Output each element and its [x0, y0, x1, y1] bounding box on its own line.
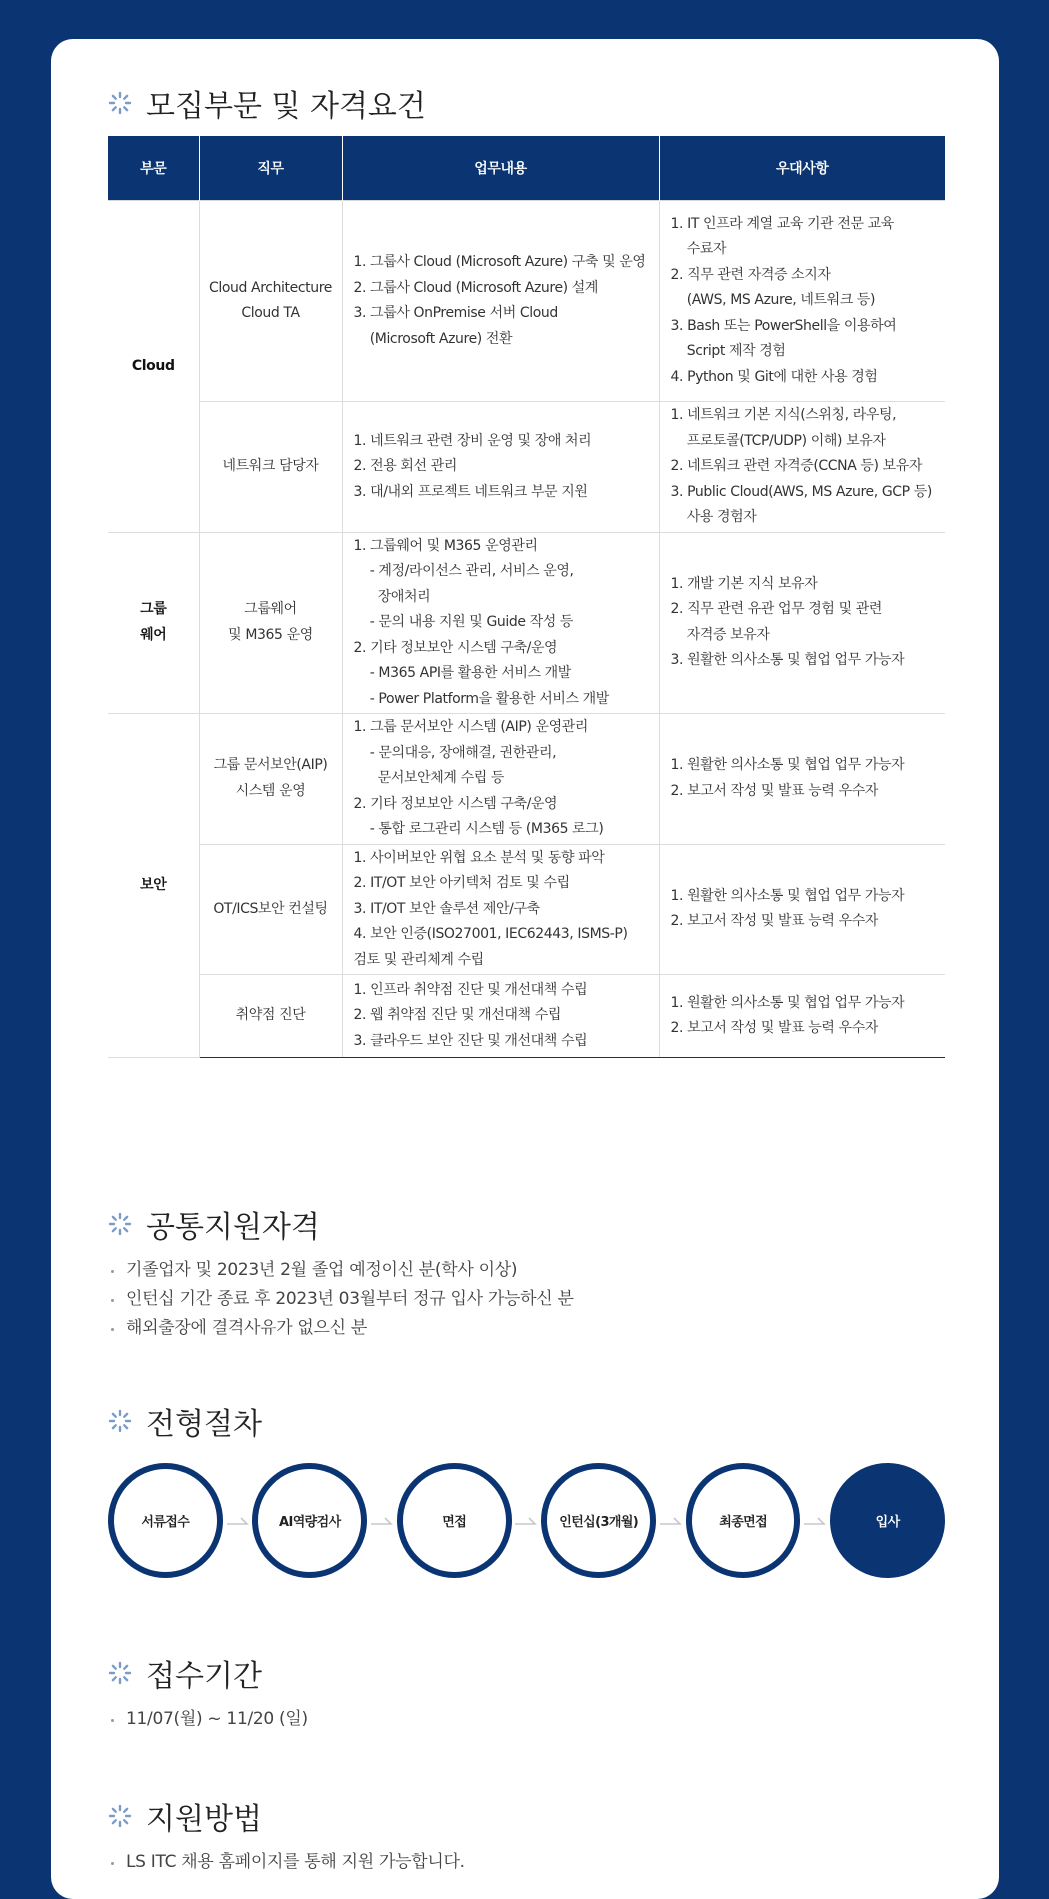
preferred-cell [659, 532, 945, 714]
table-row [108, 975, 945, 1058]
preferred-cell-line: 2. 보고서 작성 및 발표 능력 우수자 [670, 1020, 878, 1036]
duties-cell-line: 1. 그룹 문서보안 시스템 (AIP) 운영관리 [353, 719, 588, 735]
duties-cell-line: - M365 API를 활용한 서비스 개발 [353, 665, 571, 681]
job-cell [199, 402, 342, 533]
table-row [108, 402, 945, 533]
arrow-icon [800, 1515, 830, 1527]
preferred-cell [659, 402, 945, 533]
section-title [108, 83, 945, 123]
division-line: 웨어 [140, 626, 167, 643]
duties-cell-line: 1. 그룹웨어 및 M365 운영관리 [353, 537, 538, 554]
duties-cell-line: 2. 기타 정보보안 시스템 구축/운영 [353, 795, 558, 812]
duties-cell-line: 문서보안체계 수립 등 [353, 770, 505, 786]
job-cell [199, 201, 342, 402]
step-interview: 면접 [397, 1463, 512, 1578]
header-duties: 업무내용 [342, 136, 659, 201]
preferred-cell-line: 3. 원활한 의사소통 및 협업 업무 가능자 [670, 652, 905, 669]
preferred-cell [659, 201, 945, 402]
duties-cell [342, 201, 659, 402]
method-list [108, 1848, 945, 1877]
duties-cell-line: - 문의 내용 지원 및 Guide 작성 등 [353, 614, 574, 630]
duties-cell-line: 2. 전용 회선 관리 [353, 458, 457, 474]
common-requirements-list [108, 1256, 945, 1343]
arrow-icon [656, 1515, 686, 1527]
requirements-section [108, 83, 945, 1058]
preferred-cell [659, 844, 945, 975]
list-item: 11/07(월) ~ 11/20 (일) [108, 1705, 945, 1734]
job-cell-line: 및 M365 운영 [228, 626, 313, 643]
duties-cell [342, 402, 659, 533]
header-preferred: 우대사항 [659, 136, 945, 201]
job-cell-line: 그룹 문서보안(AIP) [213, 757, 328, 774]
table-row [108, 844, 945, 975]
preferred-cell-line: (AWS, MS Azure, 네트워크 등) [670, 292, 876, 309]
section-title [108, 1796, 945, 1836]
duties-cell-line: 1. 인프라 취약점 진단 및 개선대책 수립 [353, 981, 588, 998]
spinner-icon [108, 1212, 132, 1236]
duties-cell-line: 3. IT/OT 보안 솔루션 제안/구축 [353, 900, 540, 917]
requirements-table-body [108, 201, 945, 1058]
preferred-cell-line: 2. 직무 관련 자격증 소지자 [670, 266, 831, 283]
job-cell-line: 시스템 운영 [235, 782, 306, 799]
arrow-icon [367, 1515, 397, 1527]
preferred-cell-line: 1. 원활한 의사소통 및 협업 업무 가능자 [670, 994, 905, 1011]
job-cell [199, 975, 342, 1058]
preferred-cell-line: 1. IT 인프라 계열 교육 기관 전문 교육 [670, 215, 894, 232]
duties-cell-line: 2. 웹 취약점 진단 및 개선대책 수립 [353, 1007, 561, 1024]
arrow-icon [512, 1515, 542, 1527]
preferred-cell-line: 2. 네트워크 관련 자격증(CCNA 등) 보유자 [670, 458, 923, 474]
preferred-cell-line: 2. 보고서 작성 및 발표 능력 우수자 [670, 913, 878, 930]
table-row [108, 201, 945, 402]
list-item: 인턴십 기간 종료 후 2023년 03월부터 정규 입사 가능하신 분 [108, 1285, 945, 1314]
preferred-cell-line: 1. 네트워크 기본 지식(스위칭, 라우팅, [670, 407, 897, 423]
preferred-cell-line: 1. 개발 기본 지식 보유자 [670, 575, 818, 592]
duties-cell-line: 3. 클라우드 보안 진단 및 개선대책 수립 [353, 1032, 588, 1049]
step-ai-test: AI역량검사 [252, 1463, 367, 1578]
duties-cell-line: - 계정/라이선스 관리, 서비스 운영, [353, 563, 574, 579]
header-job: 직무 [199, 136, 342, 201]
duties-cell-line: 2. 그룹사 Cloud (Microsoft Azure) 설계 [353, 279, 599, 296]
spinner-icon [108, 1804, 132, 1828]
table-row [108, 714, 945, 845]
table-row [108, 532, 945, 714]
table-header-row [108, 136, 945, 201]
preferred-cell-line: 1. 원활한 의사소통 및 협업 업무 가능자 [670, 757, 905, 774]
period-list [108, 1705, 945, 1734]
division-cell [108, 201, 199, 533]
duties-cell-line: 검토 및 관리체계 수립 [353, 951, 484, 968]
preferred-cell-line: 자격증 보유자 [670, 626, 770, 643]
preferred-cell-line: 3. Public Cloud(AWS, MS Azure, GCP 등) [670, 483, 932, 500]
duties-cell-line: - Power Platform을 활용한 서비스 개발 [353, 690, 609, 707]
division-line: Cloud [131, 357, 175, 374]
step-final-interview: 최종면접 [686, 1463, 801, 1578]
duties-cell-line: (Microsoft Azure) 전환 [353, 330, 513, 347]
step-document: 서류접수 [108, 1463, 223, 1578]
duties-cell [342, 975, 659, 1058]
duties-cell [342, 532, 659, 714]
arrow-icon [223, 1515, 253, 1527]
common-requirements-section [108, 1204, 945, 1343]
process-section [108, 1401, 945, 1578]
division-line: 보안 [140, 876, 167, 893]
duties-cell-line: 3. 대/내외 프로젝트 네트워크 부문 지원 [353, 483, 588, 500]
division-cell [108, 714, 199, 1058]
requirements-table [108, 136, 945, 1058]
duties-cell-line: 2. IT/OT 보안 아키텍처 검토 및 수립 [353, 875, 570, 891]
duties-cell-line: - 통합 로그관리 시스템 등 (M365 로그) [353, 821, 604, 837]
step-internship: 인턴십(3개월) [541, 1463, 656, 1578]
method-section [108, 1796, 945, 1877]
job-cell-line: Cloud Architecture [209, 279, 332, 296]
list-item: LS ITC 채용 홈페이지를 통해 지원 가능합니다. [108, 1848, 945, 1877]
preferred-cell [659, 714, 945, 845]
preferred-cell-line: 2. 직무 관련 유관 업무 경험 및 관련 [670, 601, 883, 618]
preferred-cell-line: 사용 경험자 [670, 509, 757, 525]
section-title-text: 전형절차 [146, 1407, 262, 1442]
preferred-cell-line: Script 제작 경험 [670, 343, 786, 360]
preferred-cell-line: 프로토콜(TCP/UDP) 이해) 보유자 [670, 432, 886, 449]
section-title [108, 1204, 945, 1244]
preferred-cell-line: 3. Bash 또는 PowerShell을 이용하여 [670, 317, 897, 334]
section-title [108, 1401, 945, 1441]
job-cell-line: 네트워크 담당자 [222, 458, 319, 474]
section-title-text: 모집부문 및 자격요건 [146, 89, 426, 124]
job-cell-line: OT/ICS보안 컨설팅 [213, 900, 328, 917]
job-cell [199, 844, 342, 975]
process-steps [108, 1463, 945, 1578]
content-card [51, 39, 999, 1899]
period-section [108, 1653, 945, 1734]
division-line: 그룹 [140, 601, 167, 618]
duties-cell-line: 1. 사이버보안 위협 요소 분석 및 동향 파악 [353, 849, 605, 866]
job-cell-line: 그룹웨어 [244, 601, 297, 618]
duties-cell-line: 1. 네트워크 관련 장비 운영 및 장애 처리 [353, 432, 592, 449]
duties-cell [342, 714, 659, 845]
job-cell-line: Cloud TA [241, 305, 300, 321]
duties-cell-line: - 문의대응, 장애해결, 권한관리, [353, 744, 557, 761]
duties-cell-line: 1. 그룹사 Cloud (Microsoft Azure) 구축 및 운영 [353, 254, 646, 270]
duties-cell-line: 장애처리 [353, 588, 431, 605]
header-division: 부문 [108, 136, 199, 201]
section-title-text: 지원방법 [146, 1802, 262, 1837]
section-title-text: 공통지원자격 [146, 1210, 320, 1245]
duties-cell-line: 3. 그룹사 OnPremise 서버 Cloud [353, 305, 558, 321]
list-item: 해외출장에 결격사유가 없으신 분 [108, 1314, 945, 1343]
job-cell-line: 취약점 진단 [235, 1007, 306, 1024]
duties-cell-line: 2. 기타 정보보안 시스템 구축/운영 [353, 639, 558, 656]
job-cell [199, 714, 342, 845]
section-title [108, 1653, 945, 1693]
preferred-cell-line: 4. Python 및 Git에 대한 사용 경험 [670, 368, 878, 385]
preferred-cell-line: 수료자 [670, 241, 727, 258]
spinner-icon [108, 91, 132, 115]
preferred-cell-line: 2. 보고서 작성 및 발표 능력 우수자 [670, 782, 878, 799]
preferred-cell [659, 975, 945, 1058]
spinner-icon [108, 1661, 132, 1685]
duties-cell [342, 844, 659, 975]
step-join: 입사 [830, 1463, 945, 1578]
section-title-text: 접수기간 [146, 1659, 262, 1694]
job-cell [199, 532, 342, 714]
preferred-cell-line: 1. 원활한 의사소통 및 협업 업무 가능자 [670, 887, 905, 904]
duties-cell-line: 4. 보안 인증(ISO27001, IEC62443, ISMS-P) [353, 926, 628, 942]
list-item: 기졸업자 및 2023년 2월 졸업 예정이신 분(학사 이상) [108, 1256, 945, 1285]
spinner-icon [108, 1409, 132, 1433]
division-cell [108, 532, 199, 714]
